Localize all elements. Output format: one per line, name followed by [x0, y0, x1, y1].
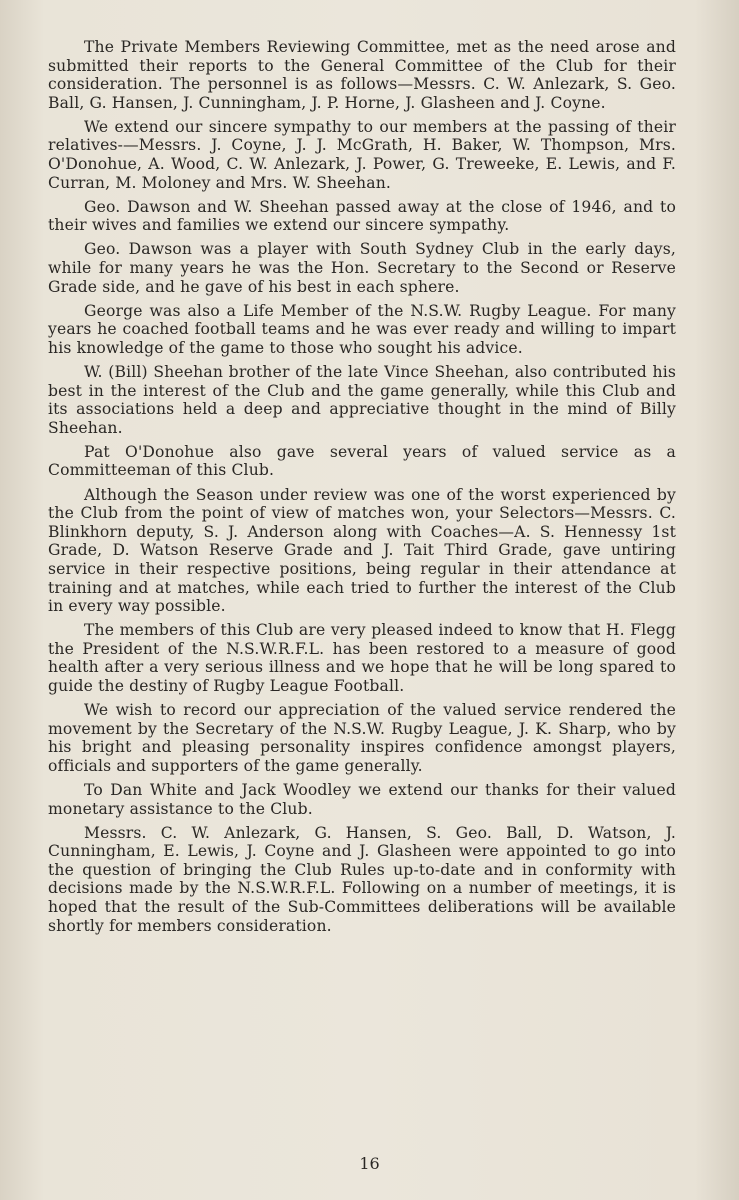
paragraph-president-health: The members of this Club are very pleased indeed to know that H. Flegg the President of the N.S.W.R.F.L. has been restored to a measure of good health after a very serious illness and we hope that he will be long spared to guide the destiny of Rugby League Football. — [48, 621, 676, 695]
paragraph-george-life-member: George was also a Life Member of the N.S.W. Rugby League. For many years he coached football teams and he was ever ready and willing to impart his knowledge of the game to those who sought his advice. — [48, 301, 676, 357]
paragraph-season-review: Although the Season under review was one of the worst experienced by the Club from the point of view of matches won, your Selectors—Messrs. C. Blinkhorn deputy, S. J. Anderson along with Coaches—A. S. Hennessy 1st Grade, D. Watson Reserve Grade and J. Tait Third Grade, gave untiring service in their respective positions, being regular in their attendance at training and at matches, while each tried to further the interest of the Club in every way possible. — [48, 485, 676, 616]
paragraph-thanks-donors: To Dan White and Jack Woodley we extend our thanks for their valued monetary assistance to the Club. — [48, 780, 676, 818]
paragraph-geo-dawson: Geo. Dawson was a player with South Sydney Club in the early days, while for many years he was the Hon. Secretary to the Second or Reserve Grade side, and he gave of his best in each sphere. — [48, 240, 676, 296]
paragraph-passed-away: Geo. Dawson and W. Sheehan passed away at the close of 1946, and to their wives and families we extend our sincere sympathy. — [48, 197, 676, 235]
paragraph-sympathy: We extend our sincere sympathy to our members at the passing of their relatives-—Messrs. J. Coyne, J. J. McGrath, H. Baker, W. Thompson, Mrs. O'Donohue, A. Wood, C. W. Anlezark, J. Power, G. Treweeke, E. Lewis, and F. Curran, M. Moloney and Mrs. W. Sheehan. — [48, 117, 676, 192]
paragraph-reviewing-committee: The Private Members Reviewing Committee, met as the need arose and submitted their reports to the General Committee of the Club for their consideration. The personnel is as follows—Messrs. C. W. Anlezark, S. Geo. Ball, G. Hansen, J. Cunningham, J. P. Horne, J. Glasheen and J. Coyne. — [48, 38, 676, 112]
paragraph-club-rules: Messrs. C. W. Anlezark, G. Hansen, S. Geo. Ball, D. Watson, J. Cunningham, E. Lewis, J. Coyne and J. Glasheen were appointed to go into the question of bringing the Club Rules up-to-date and in conformity with decisions made by the N.S.W.R.F.L. Following on a number of meetings, it is hoped that the result of the Sub-Committees deliberations will be available shortly for members consideration. — [48, 823, 676, 935]
document-body — [48, 38, 676, 941]
paragraph-bill-sheehan: W. (Bill) Sheehan brother of the late Vince Sheehan, also contributed his best in the interest of the Club and the game generally, while this Club and its associations held a deep and appreciative thought in the mind of Billy Sheehan. — [48, 363, 676, 437]
paragraph-secretary-appreciation: We wish to record our appreciation of the valued service rendered the movement by the Secretary of the N.S.W. Rugby League, J. K. Sharp, who by his bright and pleasing personality inspires confidence amongst players, officials and supporters of the game generally. — [48, 701, 676, 775]
page-number: 16 — [359, 1154, 380, 1173]
paragraph-pat-odonohue: Pat O'Donohue also gave several years of valued service as a Committeeman of this Club. — [48, 442, 676, 480]
